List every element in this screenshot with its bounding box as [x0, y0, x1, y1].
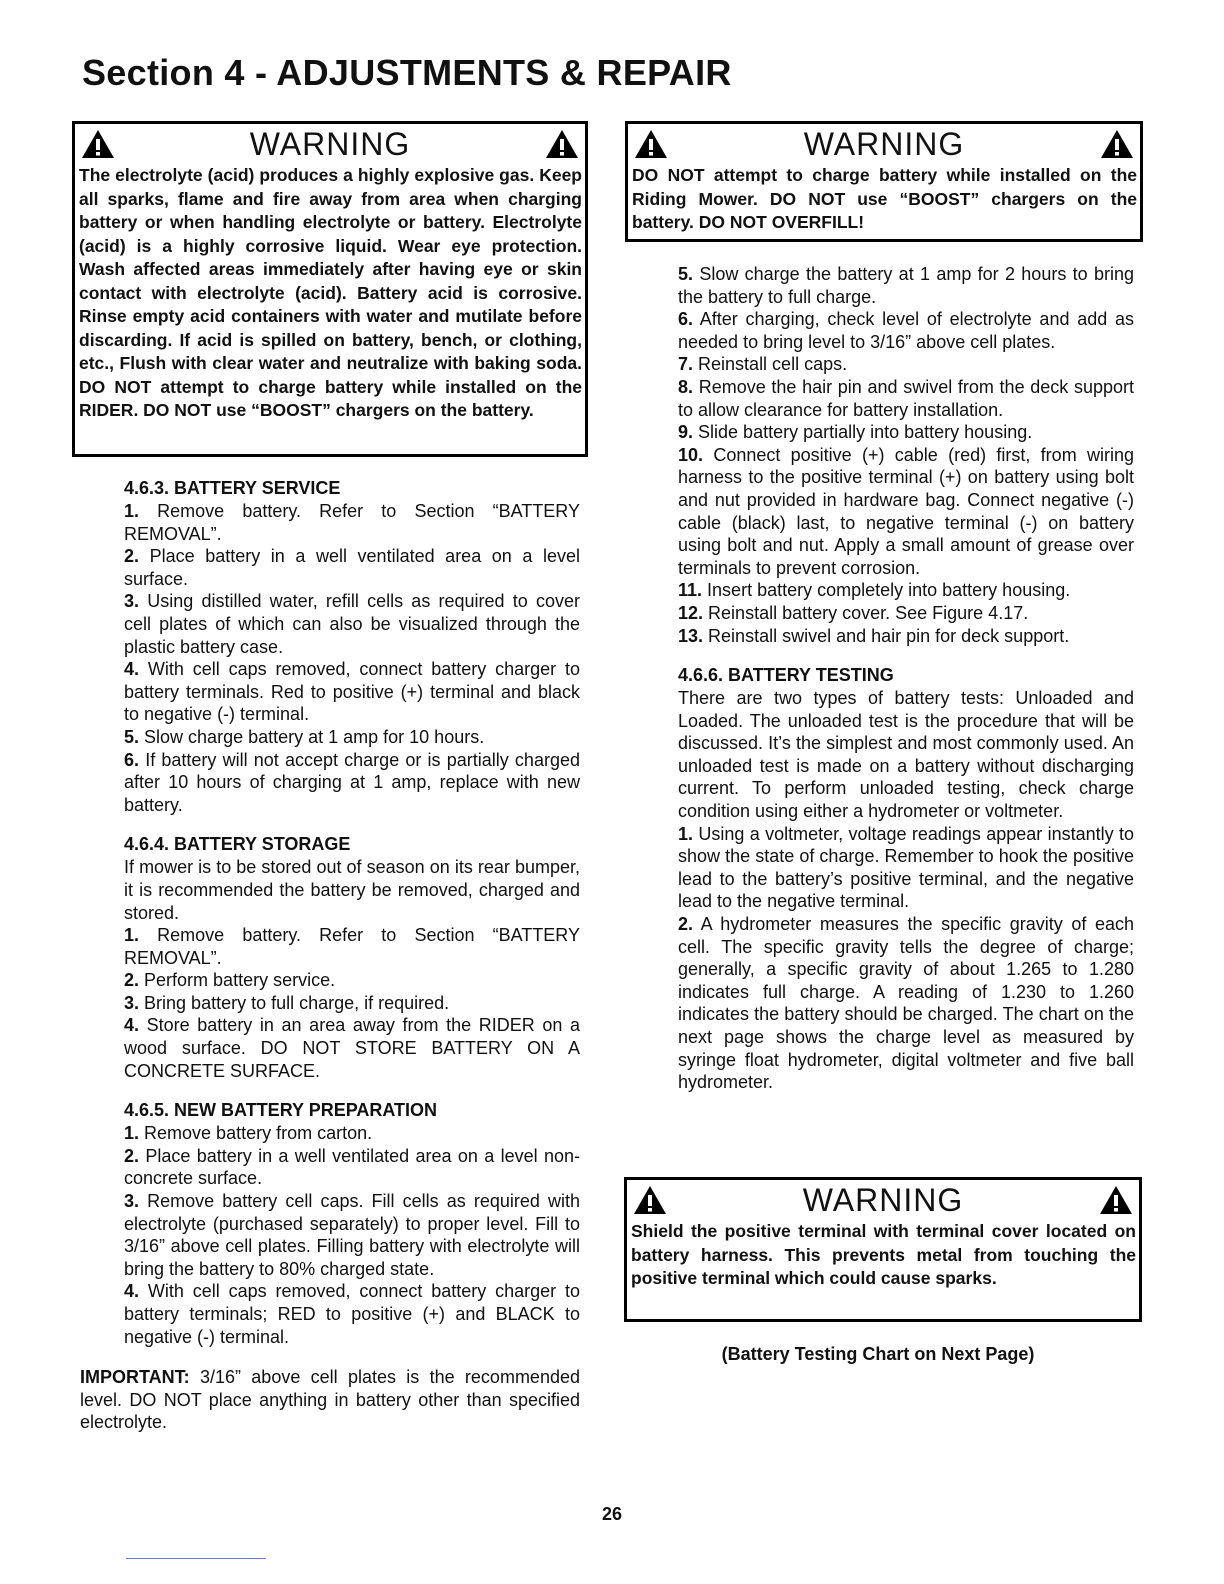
list-item: 3. Remove battery cell caps. Fill cells as required with electrolyte (purchased separately) to proper level. Fill to 3/16” above cell plates. Filling battery with electrolyte will bring the battery to 80% charged state. — [124, 1191, 580, 1279]
warning-triangle-icon — [634, 129, 668, 159]
footer-rule — [126, 1558, 266, 1559]
warning-text: DO NOT attempt to charge battery while installed on the Riding Mower. DO NOT use “BOOST” chargers on the battery. DO NOT OVERFILL! — [632, 165, 1137, 232]
warning-text: Shield the positive terminal with terminal cover located on battery harness. This prevents metal from touching the positive terminal which could cause sparks. — [631, 1221, 1136, 1288]
paragraph: There are two types of battery tests: Unloaded and Loaded. The unloaded test is the procedure that will be discussed. It’s the simplest and most commonly used. An unloaded test is made on a battery without discharging current. To perform unloaded testing, check charge condition using either a hydrometer or voltmeter. — [678, 688, 1134, 822]
section-heading: 4.6.5. NEW BATTERY PREPARATION — [124, 1100, 438, 1121]
warning-text: The electrolyte (acid) produces a highly explosive gas. Keep all sparks, flame and fire away from area when charging battery or when handling electrolyte or battery. Electrolyte (acid) is a highly corrosive liquid. Wear eye protection. Wash affected areas immediately after having eye or skin contact with electrolyte (acid). Battery acid is corrosive. Rinse empty acid containers with water and mutilate before discarding. If acid is spilled on battery, bench, or clothing, etc., Flush with clear water and neutralize with baking soda. DO NOT attempt to charge battery while installed on the RIDER. DO NOT use “BOOST” chargers on the battery. — [79, 165, 582, 420]
list-item: 1. Using a voltmeter, voltage readings appear instantly to show the state of charge. Remember to hook the positive lead to the battery’s positive terminal, and the negative lead to the negative terminal. — [678, 823, 1134, 912]
warning-header — [628, 124, 1140, 164]
list-item: 1. Remove battery from carton. — [124, 1123, 373, 1144]
warning-title: WARNING — [802, 1181, 964, 1218]
list-item: 3. Bring battery to full charge, if required. — [124, 992, 450, 1013]
list-item: 2. A hydrometer measures the specific gravity of each cell. The specific gravity tells the degree of charge; generally, a specific gravity of about 1.265 to 1.280 indicates full charge. A reading of 1.230 to 1.260 indicates the battery should be charged. The chart on the next page shows the charge level as measured by syringe float hydrometer, digital voltmeter and five ball hydrometer. — [678, 914, 1134, 1093]
list-item: 5. Slow charge the battery at 1 amp for 2 hours to bring the battery to full charge. — [678, 264, 1134, 307]
list-item: 9. Slide battery partially into battery housing. — [678, 422, 1033, 443]
list-item: 7. Reinstall cell caps. — [678, 354, 848, 375]
list-item: 1. Remove battery. Refer to Section “BATTERY REMOVAL”. — [124, 925, 580, 968]
next-page-note: (Battery Testing Chart on Next Page) — [721, 1344, 1035, 1364]
battery-service-section — [124, 478, 580, 1348]
warning-box-terminal — [624, 1177, 1142, 1322]
list-item: 8. Remove the hair pin and swivel from the deck support to allow clearance for battery installation. — [678, 376, 1134, 420]
list-item: 6. If battery will not accept charge or is partially charged after 10 hours of charging at 1 amp, replace with new battery. — [124, 749, 580, 815]
list-item: 13. Reinstall swivel and hair pin for deck support. — [678, 625, 1070, 646]
list-item: 1. Remove battery. Refer to Section “BATTERY REMOVAL”. — [124, 501, 580, 544]
list-item: 4. With cell caps removed, connect battery charger to battery terminals; RED to positive (+) and BLACK to negative (-) terminal. — [124, 1281, 580, 1347]
warning-triangle-icon — [1100, 129, 1134, 159]
warning-triangle-icon — [1099, 1185, 1133, 1215]
list-item: 2. Place battery in a well ventilated area on a level surface. — [124, 546, 580, 589]
warning-title: WARNING — [249, 125, 411, 162]
warning-triangle-icon — [633, 1185, 667, 1215]
warning-header — [75, 124, 585, 164]
list-item: 2. Perform battery service. — [124, 970, 336, 991]
right-column — [678, 263, 1134, 1094]
list-item: 2. Place battery in a well ventilated area on a level non-concrete surface. — [124, 1145, 580, 1189]
list-item: 4. Store battery in an area away from the RIDER on a wood surface. DO NOT STORE BATTERY ON A CONCRETE SURFACE. — [124, 1015, 580, 1081]
important-note: IMPORTANT: 3/16” above cell plates is the recommended level. DO NOT place anything in battery other than specified electrolyte. — [80, 1367, 580, 1433]
section-heading: 4.6.4. BATTERY STORAGE — [124, 834, 351, 855]
list-item: 3. Using distilled water, refill cells as required to cover cell plates of which can also be visualized through the plastic battery case. — [124, 591, 580, 657]
list-item: 10. Connect positive (+) cable (red) first, from wiring harness to the positive terminal (+) on battery using bolt and nut provided in hardware bag. Connect negative (-) cable (black) last, to negative terminal (-) on battery using bolt and nut. Apply a small amount of grease over terminals to prevent corrosion. — [678, 444, 1134, 578]
list-item: 5. Slow charge battery at 1 amp for 10 hours. — [124, 726, 485, 747]
list-item: 12. Reinstall battery cover. See Figure 4.17. — [678, 602, 1029, 623]
section-heading: 4.6.3. BATTERY SERVICE — [124, 478, 341, 498]
page-number: 26 — [601, 1504, 623, 1524]
warning-title: WARNING — [803, 125, 965, 162]
warning-header — [627, 1180, 1139, 1220]
list-item: 4. With cell caps removed, connect battery charger to battery terminals. Red to positive (+) terminal and black to negative (-) terminal. — [124, 659, 580, 725]
page-title: Section 4 - ADJUSTMENTS & REPAIR — [82, 52, 732, 93]
warning-triangle-icon — [545, 129, 579, 159]
warning-triangle-icon — [81, 129, 115, 159]
list-item: 6. After charging, check level of electrolyte and add as needed to bring level to 3/16” above cell plates. — [678, 309, 1135, 352]
warning-box-charging — [625, 121, 1143, 242]
section-heading: 4.6.6. BATTERY TESTING — [678, 665, 894, 686]
list-item: 11. Insert battery completely into battery housing. — [678, 580, 1071, 601]
warning-box-electrolyte — [72, 121, 588, 457]
left-column — [80, 478, 580, 1434]
paragraph: If mower is to be stored out of season on its rear bumper, it is recommended the battery be removed, charged and stored. — [124, 857, 580, 923]
